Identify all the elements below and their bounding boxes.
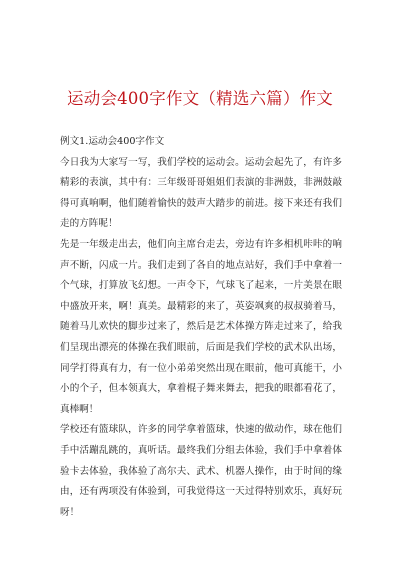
paragraph-3: 学校还有篮球队，许多的同学拿着篮球，快速的做动作，球在他们手中活蹦乱跳的，真听话。最终我们分组去体验，我们手中拿着体验卡去体验，我体验了高尔夫、武术、机器人操作，由于时间的缘由，还有两项没有体验到，可我觉得这一天过得特别欢乐，真好玩呀！ [60, 424, 342, 518]
section-heading: 例文1.运动会400字作文 [60, 136, 165, 147]
document-title: 运动会400字作文（精选六篇）作文 [67, 89, 333, 108]
paragraph-1: 今日我为大家写一写，我们学校的运动会。运动会起先了，有许多精彩的表演，其中有：三年级哥哥姐姐们表演的非洲鼓，非洲鼓敲得可真响啊，他们随着愉快的鼓声大踏步的前进。接下来还有我们走的方阵呢！ [60, 156, 342, 230]
paragraph-2: 先是一年级走出去，他们向主席台走去，旁边有许多相机咔咔的响声不断，闪成一片。我们走到了各自的地点站好，我们手中拿着一个气球，打算放飞幻想。一声令下，气球飞了起来，一片美景在眼中盛放开来，啊！真美。最精彩的来了，英姿飒爽的叔叔骑着马，随着马儿欢快的脚步过来了，然后是艺术体操方阵走过来了，给我们呈现出漂亮的体操在我们眼前，后面是我们学校的武术队出场，同学打得真有力，有一位小弟弟突然出现在眼前，他可真能干，小小的个子，但本领真大，拿着棍子舞来舞去，把我的眼都看花了，真棒啊！ [60, 238, 342, 415]
document-body [60, 132, 342, 523]
